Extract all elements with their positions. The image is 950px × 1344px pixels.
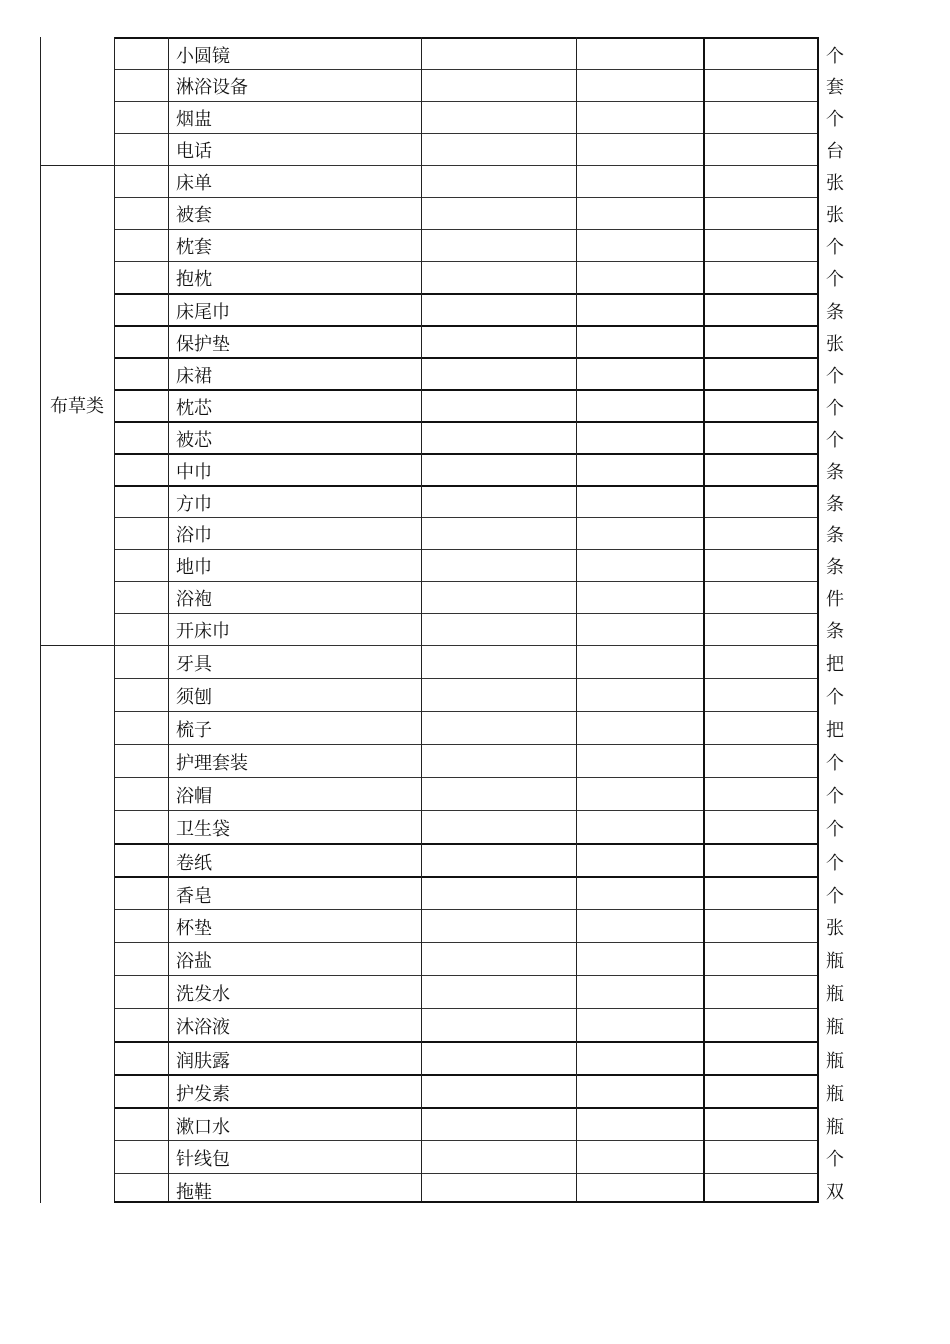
item-name-cell: 润肤露 [176,1050,230,1072]
item-name-cell: 床单 [176,173,212,194]
item-unit-cell: 个 [826,269,844,290]
table-row [114,909,844,943]
item-unit-cell: 张 [826,334,844,355]
item-unit-cell: 瓶 [826,1116,844,1138]
column-border-b [114,37,115,1203]
item-unit-cell: 条 [826,302,844,323]
table-row [114,942,844,976]
item-unit-cell: 张 [826,205,844,226]
table-row [114,581,844,614]
item-name-cell: 针线包 [176,1148,230,1170]
column-border-right [817,37,819,1203]
item-name-cell: 淋浴设备 [176,77,248,98]
column-border-c [168,37,169,1203]
item-unit-cell: 把 [826,653,844,675]
column-border-f [703,37,705,1203]
item-name-cell: 浴袍 [176,589,212,610]
item-unit-cell: 张 [826,173,844,194]
item-name-cell: 枕芯 [176,398,212,419]
item-name-cell: 方巾 [176,494,212,515]
item-unit-cell: 件 [826,589,844,610]
item-unit-cell: 张 [826,917,844,939]
item-name-cell: 浴巾 [176,525,212,546]
item-name-cell: 牙具 [176,653,212,675]
table-row [114,975,844,1009]
item-name-cell: 被套 [176,205,212,226]
table-row [114,37,844,71]
table-row [114,613,844,646]
table-row [114,165,844,198]
table-row [114,69,844,102]
item-name-cell: 香皂 [176,885,212,907]
table-row [114,453,844,487]
item-unit-cell: 条 [826,494,844,515]
column-border-d [421,37,422,1203]
table-row [114,1107,844,1142]
item-name-cell: 中巾 [176,462,212,483]
item-name-cell: 须刨 [176,686,212,708]
item-unit-cell: 个 [826,46,844,67]
item-unit-cell: 条 [826,621,844,642]
item-unit-cell: 个 [826,430,844,451]
table-row [114,777,844,811]
item-unit-cell: 条 [826,462,844,483]
item-name-cell: 地巾 [176,557,212,578]
table-row [114,133,844,166]
item-name-cell: 小圆镜 [176,46,230,67]
item-name-cell: 被芯 [176,430,212,451]
item-unit-cell: 瓶 [826,1083,844,1105]
item-unit-cell: 瓶 [826,1016,844,1038]
item-name-cell: 床裙 [176,366,212,387]
table-row [114,293,844,327]
item-unit-cell: 瓶 [826,950,844,972]
item-name-cell: 卷纸 [176,852,212,874]
item-unit-cell: 双 [826,1181,844,1203]
item-name-cell: 沐浴液 [176,1016,230,1038]
item-unit-cell: 瓶 [826,1050,844,1072]
item-unit-cell: 个 [826,852,844,874]
table-row [114,810,844,844]
table-row [114,711,844,745]
item-unit-cell: 个 [826,818,844,840]
table-row [114,389,844,423]
item-name-cell: 抱枕 [176,269,212,290]
table-row [114,229,844,262]
table-row [114,517,844,550]
item-unit-cell: 个 [826,1148,844,1170]
item-name-cell: 护发素 [176,1083,230,1105]
category-label-linen: 布草类 [50,396,104,417]
table-row [114,485,844,519]
item-unit-cell: 个 [826,366,844,387]
item-unit-cell: 台 [826,141,844,162]
item-name-cell: 烟盅 [176,109,212,130]
table-row [114,678,844,712]
item-name-cell: 浴盐 [176,950,212,972]
table-row [114,325,844,359]
category-separator [40,165,114,166]
item-unit-cell: 条 [826,525,844,546]
inventory-table [40,37,844,1203]
table-row [114,843,844,878]
item-name-cell: 卫生袋 [176,818,230,840]
table-row [114,421,844,455]
item-name-cell: 开床巾 [176,621,230,642]
item-unit-cell: 个 [826,686,844,708]
item-name-cell: 梳子 [176,719,212,741]
table-row [114,101,844,134]
item-unit-cell: 个 [826,885,844,907]
item-name-cell: 拖鞋 [176,1181,212,1203]
item-unit-cell: 个 [826,785,844,807]
item-unit-cell: 个 [826,237,844,258]
item-unit-cell: 把 [826,719,844,741]
item-name-cell: 洗发水 [176,983,230,1005]
table-row [114,1041,844,1076]
item-unit-cell: 瓶 [826,983,844,1005]
item-unit-cell: 条 [826,557,844,578]
item-unit-cell: 个 [826,752,844,774]
table-row [114,1074,844,1109]
item-unit-cell: 套 [826,77,844,98]
category-separator [40,645,114,646]
item-name-cell: 杯垫 [176,917,212,939]
table-row [114,645,844,679]
item-unit-cell: 个 [826,109,844,130]
table-row [114,549,844,582]
item-name-cell: 枕套 [176,237,212,258]
item-name-cell: 浴帽 [176,785,212,807]
table-row [114,261,844,294]
item-name-cell: 护理套装 [176,752,248,774]
item-name-cell: 电话 [176,141,212,162]
column-border-e [576,37,577,1203]
table-row [114,1140,844,1174]
item-name-cell: 漱口水 [176,1116,230,1138]
table-row [114,197,844,230]
column-border-a [40,37,41,1203]
item-unit-cell: 个 [826,398,844,419]
item-name-cell: 床尾巾 [176,302,230,323]
table-row [114,1008,844,1042]
table-bottom-border [114,1201,818,1203]
table-row [114,876,844,911]
item-name-cell: 保护垫 [176,334,230,355]
table-row [114,744,844,778]
table-row [114,357,844,391]
